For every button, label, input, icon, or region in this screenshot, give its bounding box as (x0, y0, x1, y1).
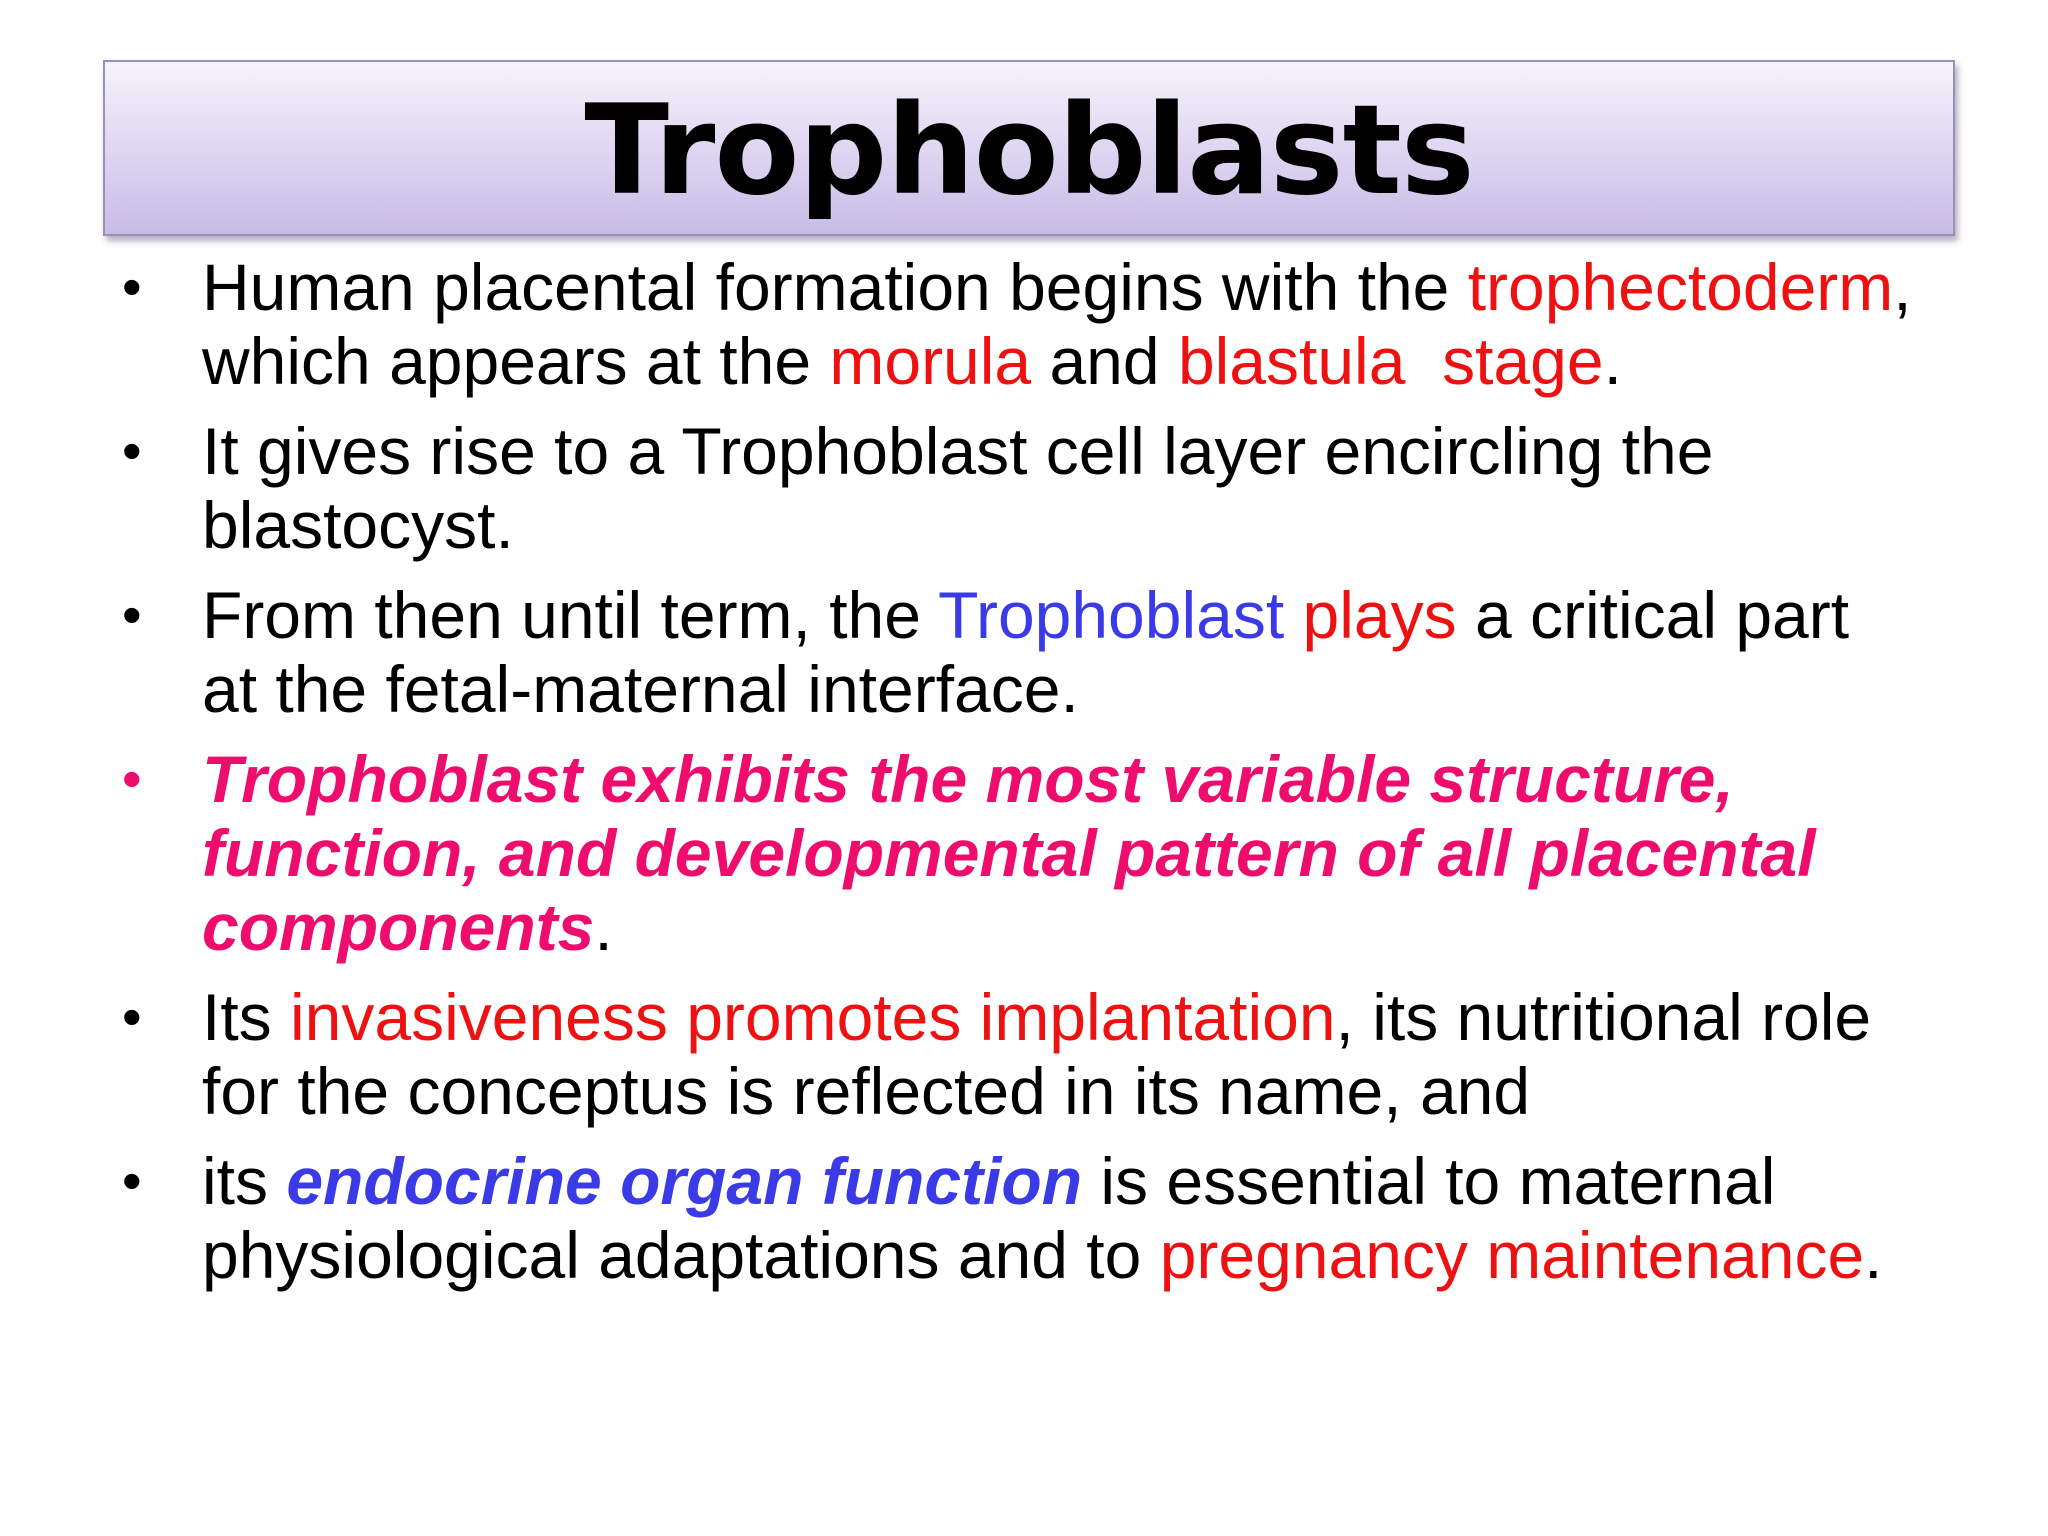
bullet-marker: • (122, 419, 142, 482)
bullet-item (118, 742, 1918, 964)
bullet-text: It gives rise to a Trophoblast cell layer encircling the blastocyst. (202, 414, 1714, 562)
bullet-marker: • (122, 583, 142, 646)
bullet-marker: • (122, 747, 142, 810)
bullet-text: Trophoblast exhibits the most variable structure, function, and developmental pattern of all placental components. (202, 742, 1816, 964)
bullet-text: Its invasiveness promotes implantation, its nutritional role for the conceptus is reflected in its name, and (202, 980, 1872, 1128)
bullet-item (118, 250, 1918, 398)
bullet-item (118, 414, 1918, 562)
bullet-item (118, 1144, 1918, 1292)
title-banner (103, 60, 1955, 236)
bullet-list (118, 250, 1918, 1308)
bullet-item (118, 578, 1918, 726)
bullet-marker: • (122, 985, 142, 1048)
slide-title: Trophoblasts (584, 79, 1474, 223)
bullet-text: its endocrine organ function is essential to maternal physiological adaptations and to pregnancy maintenance. (202, 1144, 1883, 1292)
bullet-text: Human placental formation begins with the trophectoderm, which appears at the morula and blastula stage. (202, 250, 1912, 398)
bullet-marker: • (122, 1149, 142, 1212)
bullet-text: From then until term, the Trophoblast plays a critical part at the fetal-maternal interface. (202, 578, 1850, 726)
bullet-item (118, 980, 1918, 1128)
bullet-marker: • (122, 255, 142, 318)
